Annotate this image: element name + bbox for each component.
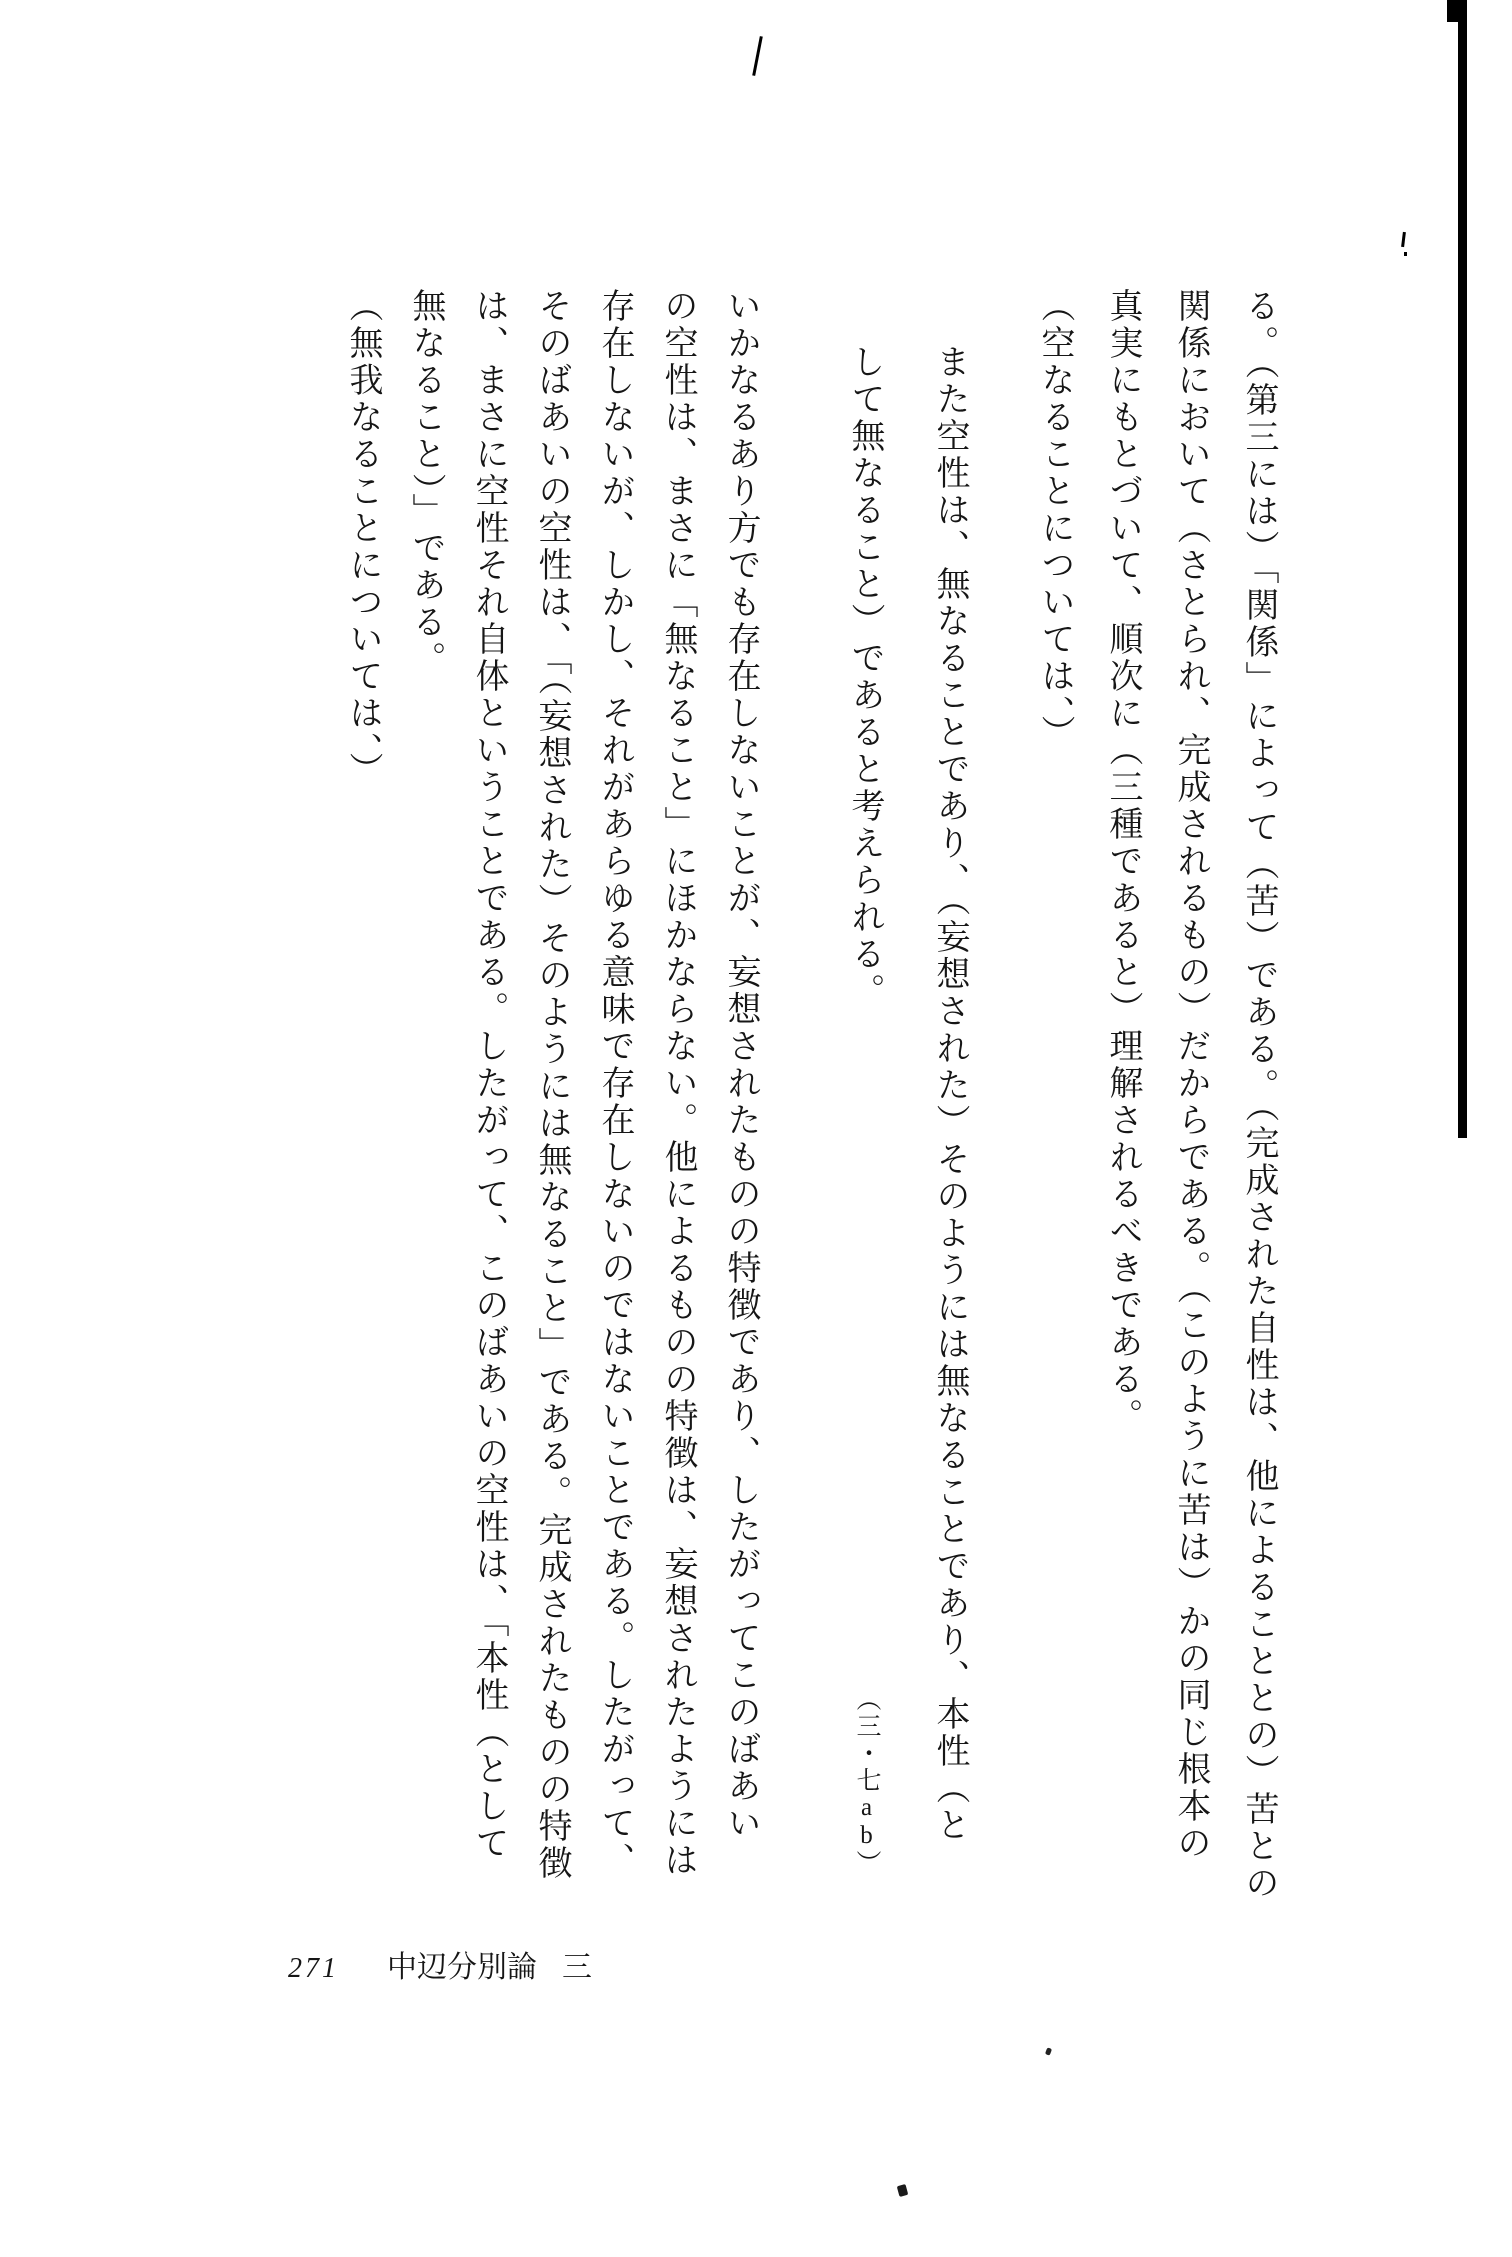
citation-post: ） <box>853 1850 880 1877</box>
text-column: 真実にもとづいて、順次に（三種であると）理解されるべきである。 <box>1104 288 1141 1435</box>
text-column: 無なること）」である。 <box>407 288 444 678</box>
running-title: 中辺分別論 <box>387 1951 537 1984</box>
volume-number: 三 <box>562 1951 592 1984</box>
page-footer <box>288 1942 592 1986</box>
paragraph-commentary-2 <box>331 288 772 1882</box>
scan-artifact-stray-stroke <box>752 36 763 76</box>
text-column: （無我なることについては、） <box>344 288 381 789</box>
paragraph-commentary-1 <box>1020 288 1292 1902</box>
text-column: （空なることについては、） <box>1036 288 1073 752</box>
scan-artifact-speck <box>1401 232 1406 247</box>
text-column: の空性は、まさに「無なること」にほかならない。他によるものの特徴は、妄想されたようには <box>659 288 696 1879</box>
verse-column: また空性は、無なることであり、（妄想された）そのようには無なることであり、本性（と <box>931 344 968 1844</box>
verse-citation <box>846 1686 886 1877</box>
text-column: 存在しないが、しかし、それがあらゆる意味で存在しないのではないことである。したがって、 <box>596 288 633 1879</box>
scan-artifact-speck <box>897 2184 909 2197</box>
scan-artifact-gutter-bar <box>1458 0 1467 1138</box>
page-number: 271 <box>288 1953 339 1984</box>
scan-artifact-gutter-top <box>1447 0 1459 22</box>
verse-block <box>822 344 992 1844</box>
verse-column: して無なること）であると考えられる。 <box>846 344 883 1010</box>
text-column: そのばあいの空性は、「（妄想された）そのようには無なること」である。完成されたものの特徴 <box>533 288 570 1882</box>
text-column: 関係において（さとられ、完成されるもの）だからである。（このように苦は）かの同じ根本の <box>1172 288 1209 1862</box>
text-column: いかなるあり方でも存在しないことが、妄想されたものの特徴であり、したがってこのばあい <box>722 288 759 1842</box>
scan-artifact-speck <box>1045 2047 1052 2055</box>
citation-latin: ab <box>853 1794 880 1850</box>
scan-artifact-speck <box>1404 252 1407 256</box>
text-column: は、まさに空性それ自体ということである。したがって、このばあいの空性は、「本性（として <box>470 288 507 1862</box>
text-column: る。（第三には）「関係」によって（苦）である。（完成された自性は、他によることとの）苦との <box>1240 288 1277 1902</box>
citation-pre: （三・七 <box>853 1686 880 1794</box>
